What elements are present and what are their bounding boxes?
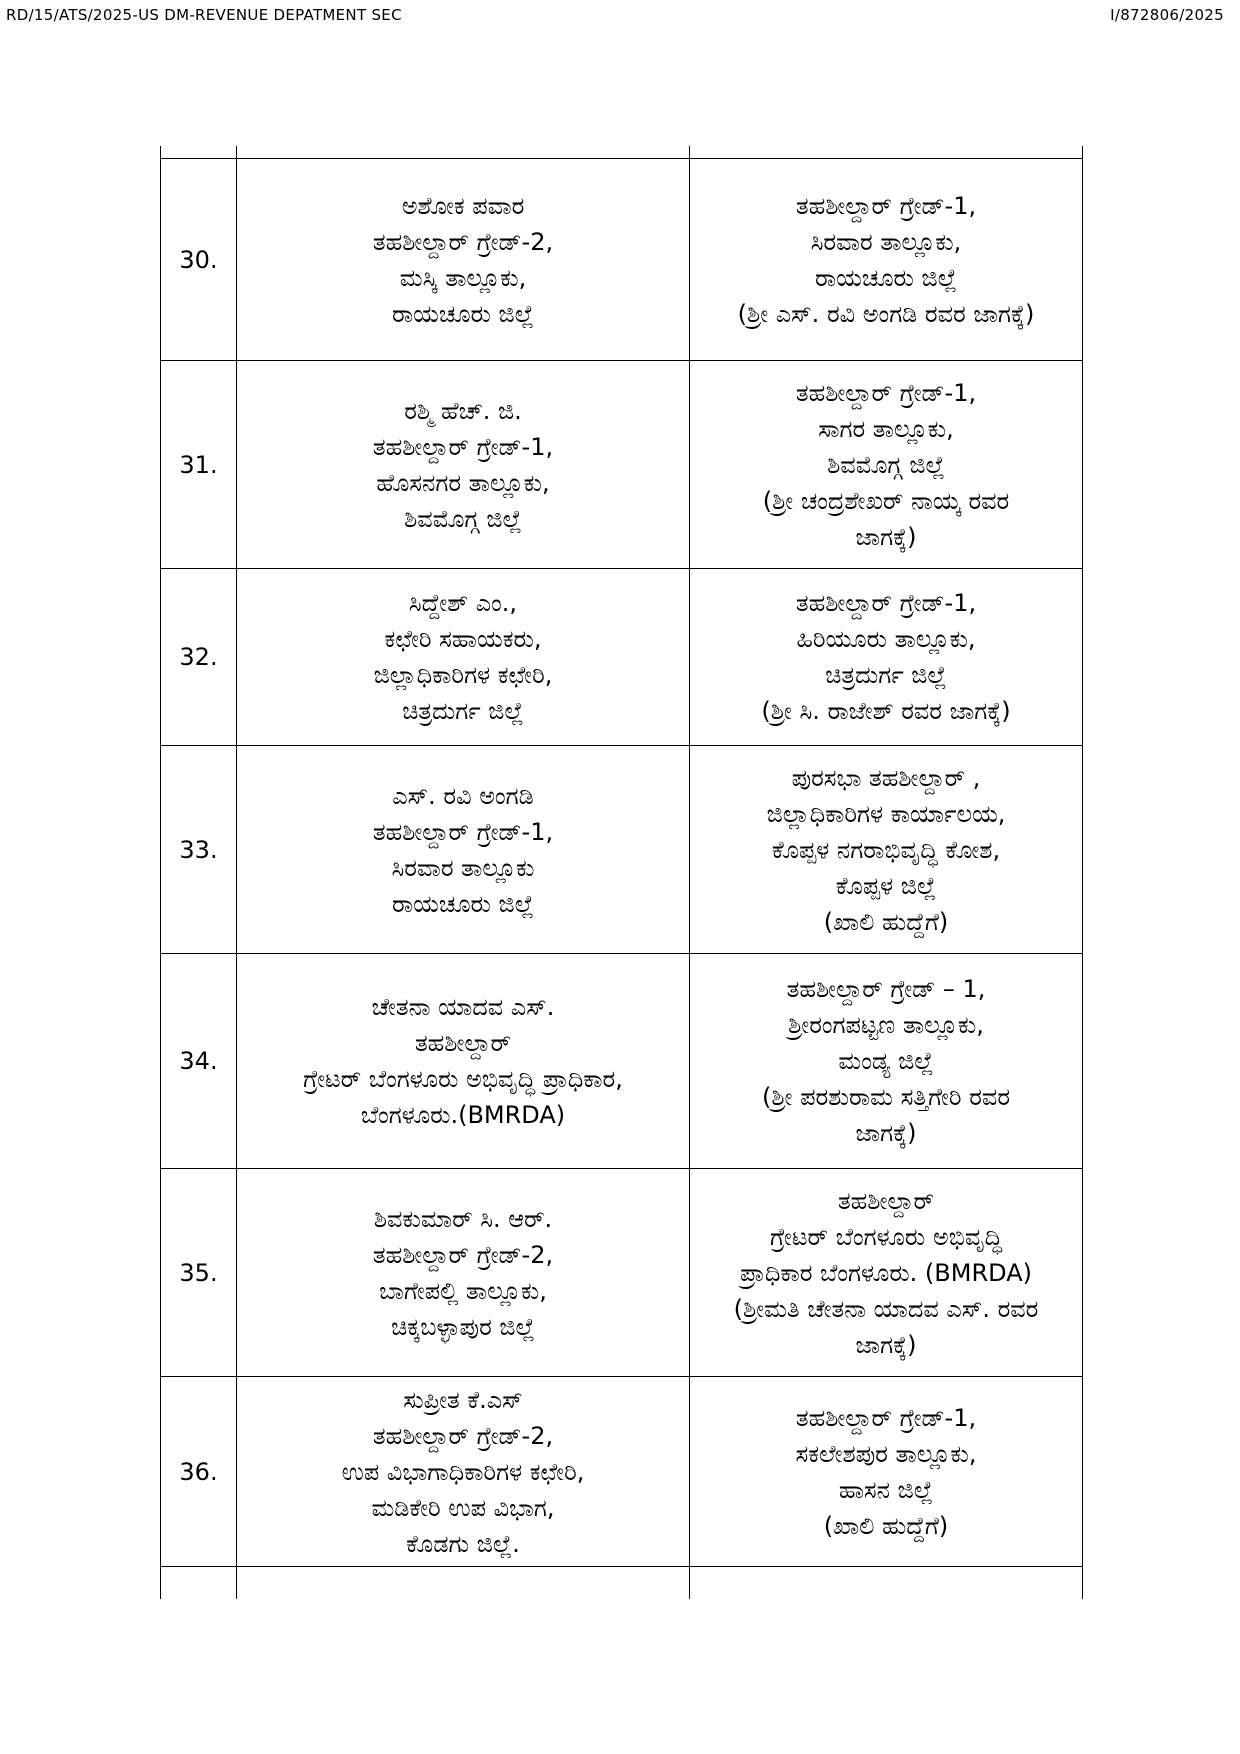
new-posting — [690, 746, 1083, 954]
current-posting-line: ತಹಶೀಲ್ದಾರ್ — [414, 1029, 512, 1057]
new-posting-line: (ಶ್ರೀಮತಿ ಚೇತನಾ ಯಾದವ ಎಸ್. ರವರ — [733, 1294, 1039, 1323]
document-reference-left: RD/15/ATS/2025-US DM-REVENUE DEPATMENT SEC — [6, 6, 402, 24]
current-posting-line: ಶಿವಕುಮಾರ್ ಸಿ. ಆರ್. — [373, 1204, 553, 1233]
transfer-table-container — [160, 146, 1079, 1614]
current-posting-line: ಸಿರವಾರ ತಾಲ್ಲೂಕು — [391, 853, 535, 882]
new-posting-line: ಜಾಗಕ್ಕೆ) — [855, 1330, 917, 1359]
current-posting-line: ಉಪ ವಿಭಾಗಾಧಿಕಾರಿಗಳ ಕಛೇರಿ, — [341, 1457, 585, 1486]
table-row — [161, 954, 1083, 1169]
current-posting-line: ಗ್ರೇಟರ್ ಬೆಂಗಳೂರು ಅಭಿವೃದ್ಧಿ ಪ್ರಾಧಿಕಾರ, — [303, 1065, 623, 1093]
new-posting-line: ಸಕಲೇಶಪುರ ತಾಲ್ಲೂಕು, — [795, 1439, 977, 1468]
new-posting-line: ಪ್ರಾಧಿಕಾರ ಬೆಂಗಳೂರು. (BMRDA) — [740, 1258, 1032, 1287]
new-posting-line: ತಹಶೀಲ್ದಾರ್ ಗ್ರೇಡ್-1, — [795, 191, 977, 220]
new-posting-line: ಜಾಗಕ್ಕೆ) — [855, 522, 917, 551]
current-posting-line: ತಹಶೀಲ್ದಾರ್ ಗ್ರೇಡ್-2, — [372, 1421, 554, 1450]
table-row — [161, 159, 1083, 361]
current-posting-line: ಬಾಗೇಪಲ್ಲಿ ತಾಲ್ಲೂಕು, — [379, 1276, 547, 1305]
new-posting-line: (ಶ್ರೀ ಪರಶುರಾಮ ಸತ್ತಿಗೇರಿ ರವರ — [761, 1083, 1011, 1111]
current-posting-line: ಸಿದ್ದೇಶ್ ಎಂ., — [408, 589, 518, 617]
current-posting-line: ಚೇತನಾ ಯಾದವ ಎಸ್. — [371, 993, 555, 1021]
current-posting — [237, 159, 690, 361]
current-posting — [237, 1377, 690, 1567]
table-row — [161, 361, 1083, 569]
current-posting-line: ಮಸ್ಕಿ ತಾಲ್ಲೂಕು, — [399, 263, 527, 292]
current-posting — [237, 569, 690, 746]
current-posting — [237, 954, 690, 1169]
serial-number: 34. — [161, 954, 237, 1169]
new-posting-line: ತಹಶೀಲ್ದಾರ್ ಗ್ರೇಡ್-1, — [795, 1403, 977, 1432]
new-posting-line: ತಹಶೀಲ್ದಾರ್ — [837, 1186, 935, 1215]
table-row — [161, 1377, 1083, 1567]
current-posting-line: ಕೊಡಗು ಜಿಲ್ಲೆ. — [406, 1529, 520, 1558]
new-posting-line: (ಶ್ರೀ ಸಿ. ರಾಜೇಶ್ ರವರ ಜಾಗಕ್ಕೆ) — [761, 697, 1011, 725]
new-posting — [690, 1169, 1083, 1377]
new-posting-line: ಚಿತ್ರದುರ್ಗ ಜಿಲ್ಲೆ — [825, 661, 947, 689]
current-posting-line: ಸುಪ್ರೀತ ಕೆ.ಎಸ್ — [403, 1385, 523, 1414]
new-posting-line: ಸಿರವಾರ ತಾಲ್ಲೂಕು, — [810, 227, 962, 256]
new-posting-line: ಹಿರಿಯೂರು ತಾಲ್ಲೂಕು, — [796, 625, 976, 653]
new-posting-line: (ಶ್ರೀ ಎಸ್. ರವಿ ಅಂಗಡಿ ರವರ ಜಾಗಕ್ಕೆ) — [737, 299, 1035, 328]
new-posting-line: ಪುರಸಭಾ ತಹಶೀಲ್ದಾರ್ , — [791, 763, 981, 792]
new-posting — [690, 361, 1083, 569]
current-posting — [237, 746, 690, 954]
serial-number: 30. — [161, 159, 237, 361]
new-posting-line: ಜಾಗಕ್ಕೆ) — [855, 1119, 917, 1147]
new-posting-line: ಗ್ರೇಟರ್ ಬೆಂಗಳೂರು ಅಭಿವೃದ್ಧಿ — [769, 1222, 1003, 1251]
current-posting-line: ಕಛೇರಿ ಸಹಾಯಕರು, — [384, 625, 542, 653]
new-posting-line: ತಹಶೀಲ್ದಾರ್ ಗ್ರೇಡ್ – 1, — [786, 975, 986, 1003]
current-posting-line: ತಹಶೀಲ್ದಾರ್ ಗ್ರೇಡ್-2, — [372, 227, 554, 256]
table-row — [161, 746, 1083, 954]
table-row — [161, 1169, 1083, 1377]
new-posting — [690, 159, 1083, 361]
serial-number: 31. — [161, 361, 237, 569]
transfer-table — [160, 146, 1083, 1599]
current-posting-line: ಚಿತ್ರದುರ್ಗ ಜಿಲ್ಲೆ — [402, 697, 524, 725]
current-posting-line: ಹೊಸನಗರ ತಾಲ್ಲೂಕು, — [376, 468, 550, 497]
current-posting-line: ಮಡಿಕೇರಿ ಉಪ ವಿಭಾಗ, — [371, 1493, 555, 1522]
table-bottom-continuation — [161, 1567, 1083, 1600]
serial-number: 32. — [161, 569, 237, 746]
serial-number: 33. — [161, 746, 237, 954]
current-posting-line: ಶಿವಮೊಗ್ಗ ಜಿಲ್ಲೆ — [404, 504, 522, 533]
current-posting-line: ರಾಯಚೂರು ಜಿಲ್ಲೆ — [391, 299, 535, 328]
current-posting-line: ಜಿಲ್ಲಾಧಿಕಾರಿಗಳ ಕಛೇರಿ, — [373, 661, 553, 689]
new-posting — [690, 569, 1083, 746]
new-posting-line: ಶಿವಮೊಗ್ಗ ಜಿಲ್ಲೆ — [827, 450, 945, 479]
new-posting-line: ಕೊಪ್ಪಳ ಜಿಲ್ಲೆ — [835, 871, 937, 900]
new-posting — [690, 954, 1083, 1169]
current-posting-line: ರಶ್ಮಿ ಹೆಚ್. ಜಿ. — [404, 396, 522, 425]
current-posting-line: ತಹಶೀಲ್ದಾರ್ ಗ್ರೇಡ್-2, — [372, 1240, 554, 1269]
current-posting-line: ತಹಶೀಲ್ದಾರ್ ಗ್ರೇಡ್-1, — [372, 432, 554, 461]
new-posting-line: ಹಾಸನ ಜಿಲ್ಲೆ — [838, 1475, 934, 1504]
table-top-continuation — [161, 146, 1083, 159]
current-posting — [237, 361, 690, 569]
new-posting-line: ಮಂಡ್ಯ ಜಿಲ್ಲೆ — [838, 1047, 934, 1075]
new-posting-line: ತಹಶೀಲ್ದಾರ್ ಗ್ರೇಡ್-1, — [795, 378, 977, 407]
serial-number: 36. — [161, 1377, 237, 1567]
current-posting-line: ಚಿಕ್ಕಬಳ್ಳಾಪುರ ಜಿಲ್ಲೆ — [391, 1312, 535, 1341]
current-posting-line: ಎಸ್. ರವಿ ಅಂಗಡಿ — [392, 781, 534, 810]
current-posting-line: ಬೆಂಗಳೂರು.(BMRDA) — [360, 1101, 566, 1129]
document-reference-right: I/872806/2025 — [1110, 6, 1224, 24]
new-posting-line: (ಶ್ರೀ ಚಂದ್ರಶೇಖರ್ ನಾಯ್ಕ ರವರ — [762, 486, 1010, 515]
current-posting-line: ರಾಯಚೂರು ಜಿಲ್ಲೆ — [391, 889, 535, 918]
current-posting — [237, 1169, 690, 1377]
table-row — [161, 569, 1083, 746]
new-posting-line: ಸಾಗರ ತಾಲ್ಲೂಕು, — [818, 414, 954, 443]
new-posting-line: ಶ್ರೀರಂಗಪಟ್ಟಣ ತಾಲ್ಲೂಕು, — [788, 1011, 984, 1039]
current-posting-line: ತಹಶೀಲ್ದಾರ್ ಗ್ರೇಡ್-1, — [372, 817, 554, 846]
new-posting-line: ತಹಶೀಲ್ದಾರ್ ಗ್ರೇಡ್-1, — [795, 589, 977, 617]
new-posting-line: (ಖಾಲಿ ಹುದ್ದೆಗೆ) — [823, 907, 949, 936]
new-posting-line: ರಾಯಚೂರು ಜಿಲ್ಲೆ — [814, 263, 958, 292]
new-posting-line: (ಖಾಲಿ ಹುದ್ದೆಗೆ) — [823, 1511, 949, 1540]
new-posting — [690, 1377, 1083, 1567]
new-posting-line: ಜಿಲ್ಲಾಧಿಕಾರಿಗಳ ಕಾರ್ಯಾಲಯ, — [766, 799, 1006, 828]
new-posting-line: ಕೊಪ್ಪಳ ನಗರಾಭಿವೃದ್ಧಿ ಕೋಶ, — [771, 835, 1001, 864]
current-posting-line: ಅಶೋಕ ಪವಾರ — [401, 191, 525, 220]
serial-number: 35. — [161, 1169, 237, 1377]
